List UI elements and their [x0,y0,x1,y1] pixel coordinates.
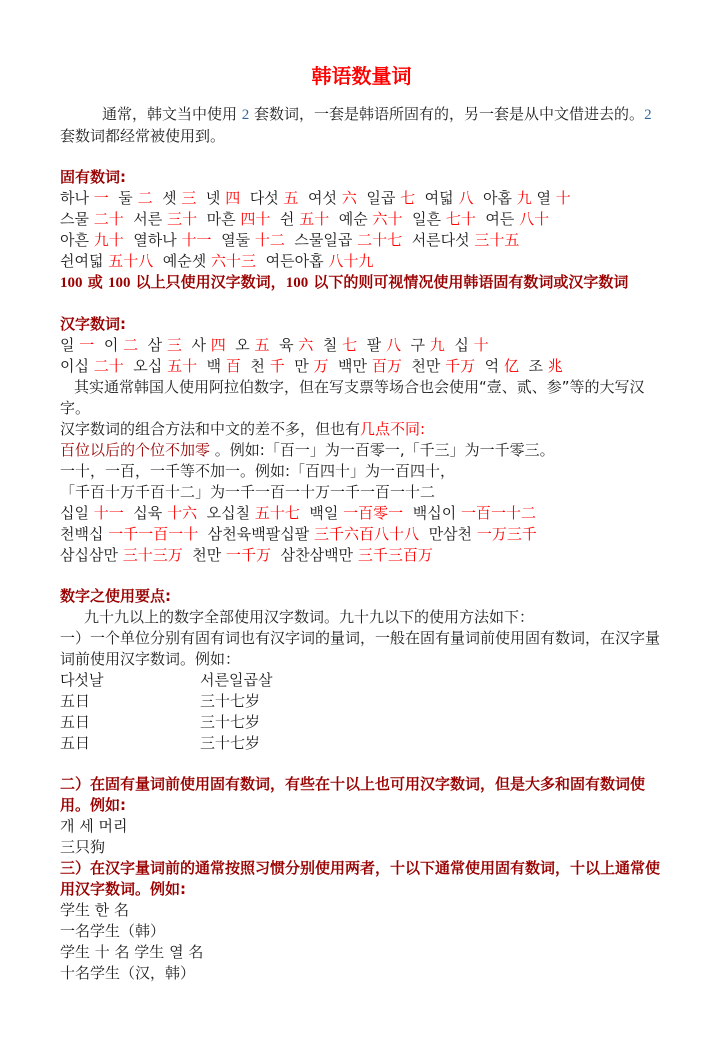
text-segment: 「千百十万千百十二」为一千一百一十万一千一百一十二 [60,483,436,501]
hanzi-numeral: 五 [283,189,299,207]
hanzi-numeral: 六十三 [211,252,257,270]
text-line [60,377,663,419]
hanzi-numeral: 百万 [371,357,402,375]
text-segment: 五日 [60,692,91,710]
text-segment: 三）在汉字量词前的通常按照习惯分别使用两者，十以下通常使用固有数词，十以上通常使用汉字数词。例如: [60,859,661,898]
text-line [60,545,663,566]
hanzi-numeral: 八 [385,336,401,354]
hanzi-numeral: 三十 [167,210,198,228]
hanzi-numeral: 七 [342,336,358,354]
text-segment: 九十九以上的数字全部使用汉字数词。九十九以下的使用方法如下： [84,608,535,626]
text-line [60,942,663,963]
text-segment: 백만 [328,357,372,375]
hanzi-numeral: 十二 [254,231,285,249]
text-segment: 십일 [60,504,94,522]
hanzi-numeral: 六 [341,189,357,207]
text-segment: 삼찬삼백만 [271,546,358,564]
text-segment: 三十七岁 [200,713,261,731]
hanzi-numeral: 一千万 [226,546,272,564]
hanzi-numeral: 五十七 [254,504,300,522]
hanzi-numeral: 三千三百万 [357,546,433,564]
text-segment: 다섯 [240,189,284,207]
text-segment: 汉字数词的组合方法和中文的差不多，但也有 [60,420,361,438]
text-segment: 마흔 [197,210,241,228]
text-line [60,733,663,754]
text-segment: 다섯날 [60,671,104,689]
text-segment: 열 [531,189,556,207]
text-segment: 하나 [60,189,94,207]
hanzi-numeral: 九 [429,336,445,354]
text-segment: 삼십삼만 [60,546,123,564]
text-line [60,691,663,712]
section-heading [60,314,663,335]
text-segment: 固有数词: [60,168,126,186]
text-line [60,670,663,691]
hanzi-numeral: 千 [269,357,285,375]
hanzi-numeral: 二十 [93,210,124,228]
text-segment: 천백십 [60,525,109,543]
text-segment: 여든아홉 [256,252,329,270]
hanzi-numeral: 五十 [299,210,330,228]
text-segment: 천만 [182,546,227,564]
hanzi-numeral: 千万 [445,357,476,375]
text-segment: 일흔 [402,210,446,228]
text-segment: 二）在固有量词前使用固有数词，有些在十以上也可用汉字数词，但是大多和固有数词使用。例如: [60,775,646,814]
text-line [60,503,663,524]
hanzi-numeral: 五十 [167,357,198,375]
blank-line [60,294,663,314]
hanzi-numeral: 万 [313,357,329,375]
text-line [60,837,663,858]
text-line [60,628,663,670]
text-segment: 백일 [299,504,344,522]
hanzi-numeral: 二 [137,189,153,207]
text-segment: 오십 [123,357,168,375]
text-segment: 삼천육백팔십팔 [198,525,315,543]
text-line [60,251,663,272]
text-segment: 육 [269,336,299,354]
text-line [60,816,663,837]
text-segment: 셋 [152,189,182,207]
text-segment: 오 [225,336,255,354]
text-segment: 예순셋 [153,252,212,270]
text-line [60,335,663,356]
arabic-digit: 100 [285,275,309,291]
text-segment: 만삼천 [419,525,477,543]
text-segment: 아흔 [60,231,94,249]
text-line [60,209,663,230]
text-segment: 여섯 [298,189,342,207]
hanzi-numeral: 一千一百一十 [108,525,199,543]
text-segment: 아홉 [473,189,517,207]
text-segment: 삼 [138,336,167,354]
text-segment: 조 [518,357,548,375]
text-segment: 套数词都经常被使用到。 [60,105,657,145]
text-segment: 일곱 [356,189,401,207]
hanzi-numeral: 六 [298,336,314,354]
hanzi-numeral: 二十 [93,357,124,375]
hanzi-numeral: 三 [166,336,182,354]
text-segment: 열하나 [123,231,182,249]
text-segment: 둘 [108,189,138,207]
hanzi-numeral: 四 [210,336,226,354]
hanzi-numeral: 三十三万 [122,546,183,564]
blank-line [60,754,663,774]
arabic-digit: 100 [107,275,131,291]
text-segment: 十名学生（汉，韩） [60,964,196,982]
hanzi-numeral: 一百一十二 [460,504,536,522]
text-segment: 스물일곱 [284,231,358,249]
hanzi-numeral: 九 [516,189,532,207]
text-segment: 천 [240,357,270,375]
text-line [60,482,663,503]
blank-line [60,147,663,167]
text-line [60,963,663,984]
text-segment: 일 [60,336,80,354]
text-segment: 만 [284,357,314,375]
text-line [60,921,663,942]
text-segment: 구 [400,336,430,354]
text-segment: 팔 [357,336,386,354]
text-segment: 通常，韩文当中使用 [102,105,242,123]
text-line [60,230,663,251]
text-segment: 以上只使用汉字数词， [130,273,286,291]
hanzi-numeral: 一 [93,189,109,207]
hanzi-numeral: 十 [473,336,489,354]
text-line [60,900,663,921]
page-title: 韩语数量词 [311,64,412,88]
text-segment: 或 [82,273,108,291]
text-segment: 개 세 머리 [60,817,128,835]
text-line [60,712,663,733]
hanzi-numeral: 四 [225,189,241,207]
text-segment: 사 [181,336,211,354]
hanzi-numeral: 几点不同: [360,420,426,438]
text-segment: 一十，一百，一千等不加一。例如:「百四十」为一百四十， [60,462,456,480]
hanzi-numeral: 三千六百八十八 [314,525,420,543]
hanzi-numeral: 八十 [519,210,550,228]
text-segment: 백 [197,357,226,375]
text-segment: 三十七岁 [200,734,261,752]
text-segment: 칠 [313,336,343,354]
text-segment: 열둘 [211,231,255,249]
text-line [60,356,663,377]
text-segment: 一名学生（韩） [60,922,166,940]
text-segment: 三十七岁 [200,692,261,710]
blank-line [60,566,663,586]
hanzi-numeral: 七 [400,189,416,207]
text-segment: 五日 [60,734,91,752]
text-segment: 억 [475,357,504,375]
text-line [60,524,663,545]
hanzi-numeral: 十一 [181,231,212,249]
text-segment: 천만 [401,357,446,375]
text-segment: 学生 한 名 [60,901,130,919]
text-segment: 쉰여덟 [60,252,109,270]
hanzi-numeral: 兆 [547,357,563,375]
hanzi-numeral: 八十九 [328,252,374,270]
text-segment: 。例如:「百一」为一百零一,「千三」为一千零三。 [210,441,555,459]
hanzi-numeral: 亿 [503,357,519,375]
hanzi-numeral: 十一 [93,504,124,522]
hanzi-numeral: 十 [555,189,571,207]
text-segment: 십육 [123,504,168,522]
hanzi-numeral: 九十 [93,231,124,249]
hanzi-numeral: 十六 [167,504,198,522]
text-segment: 이 [94,336,124,354]
text-segment: 学生 十 名 学生 열 名 [60,943,204,961]
text-line [60,607,663,628]
arabic-digit: 2 [644,107,652,123]
text-segment: 五日 [60,713,91,731]
text-segment: 넷 [196,189,226,207]
hanzi-numeral: 一 [79,336,95,354]
text-segment: 一）一个单位分别有固有词也有汉字词的量词，一般在固有量词前使用固有数词，在汉字量词前使用汉字数词。例如： [60,629,661,668]
text-segment: 예순 [329,210,373,228]
hanzi-numeral: 一万三千 [476,525,537,543]
text-segment: 汉字数词: [60,315,126,333]
hanzi-numeral: 二 [123,336,139,354]
text-segment: 스물 [60,210,94,228]
text-segment: 백십이 [403,504,461,522]
text-segment: 여든 [475,210,520,228]
arabic-digit: 100 [60,275,83,291]
hanzi-numeral: 五 [254,336,270,354]
text-segment: 套数词，一套是韩语所固有的，另一套是从中文借进去的。 [249,105,645,123]
text-segment: 오십칠 [197,504,255,522]
text-segment: 三只狗 [60,838,106,856]
text-segment: 서른일곱살 [200,671,273,689]
text-line [60,440,663,461]
text-segment: 以下的则可视情况使用韩语固有数词或汉字数词 [308,273,629,291]
emphasis-dark-red: 百位以后的个位不加零 [60,441,211,459]
hanzi-numeral: 七十 [445,210,476,228]
hanzi-numeral: 六十 [372,210,403,228]
section-heading [60,167,663,188]
hanzi-numeral: 三十五 [474,231,520,249]
hanzi-numeral: 四十 [240,210,271,228]
text-line [60,188,663,209]
text-segment: 이십 [60,357,94,375]
arabic-digit: 2 [241,107,250,123]
text-segment: 서른다섯 [402,231,475,249]
hanzi-numeral: 八 [458,189,474,207]
text-segment: 여덟 [415,189,459,207]
text-segment: 其实通常韩国人使用阿拉伯数字，但在写支票等场合也会使用“壹、贰、参”等的大写汉字。 [60,378,645,417]
text-segment: 쉰 [270,210,300,228]
hanzi-numeral: 五十八 [108,252,154,270]
text-line [60,419,663,440]
text-segment: 서른 [123,210,168,228]
section-heading [60,272,663,294]
text-segment: 십 [444,336,474,354]
document-body [60,104,663,984]
hanzi-numeral: 二十七 [357,231,403,249]
section-heading [60,774,663,816]
hanzi-numeral: 一百零一 [343,504,404,522]
text-line [60,461,663,482]
hanzi-numeral: 三 [181,189,197,207]
hanzi-numeral: 百 [225,357,241,375]
section-heading [60,586,663,607]
text-segment: 数字之使用要点: [60,587,171,605]
text-line [60,104,663,147]
section-heading [60,858,663,900]
